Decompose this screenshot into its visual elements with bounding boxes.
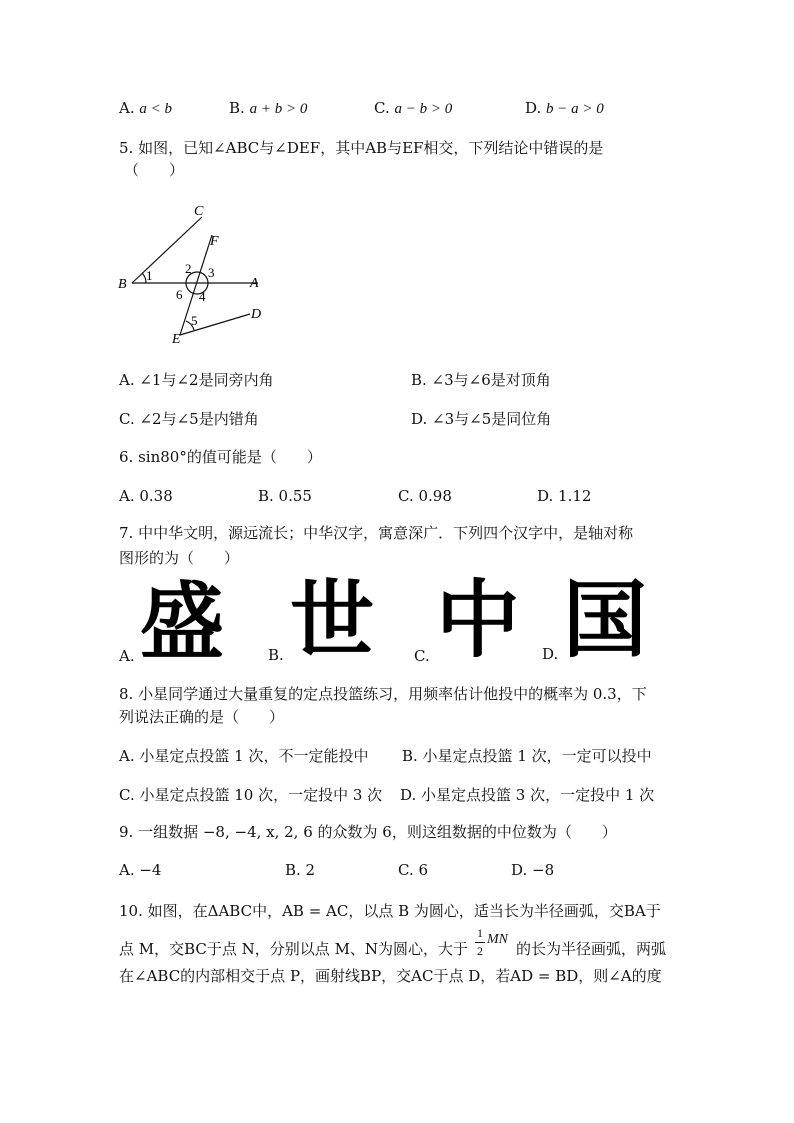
q5-option-c: C. ∠2与∠5是内错角 xyxy=(119,410,259,428)
q6-option-a: A. 0.38 xyxy=(119,487,173,505)
q10-line1: 10. 如图，在ΔABC中，AB = AC，以点 B 为圆心，适当长为半径画弧，交BA于 xyxy=(119,902,661,920)
label-a: A xyxy=(250,276,259,291)
q7-option-a-label: A. xyxy=(119,647,135,665)
q4-option-d-expr: b − a > 0 xyxy=(546,101,604,117)
label-angle-5: 5 xyxy=(191,313,198,328)
q4-option-b xyxy=(229,98,307,119)
q9-option-b: B. 2 xyxy=(285,861,316,879)
q10-frac-bar xyxy=(475,942,485,943)
q5-stem: 5. 如图，已知∠ABC与∠DEF，其中AB与EF相交，下列结论中错误的是 xyxy=(119,139,604,157)
q8-stem-line1: 8. 小星同学通过大量重复的定点投篮练习，用频率估计他投中的概率为 0.3，下 xyxy=(119,685,647,703)
q5-option-d: D. ∠3与∠5是同位角 xyxy=(411,410,552,428)
label-b: B xyxy=(118,277,127,292)
q10-line3: 在∠ABC的内部相交于点 P，画射线BP，交AC于点 D，若AD = BD，则∠A的度 xyxy=(119,967,662,985)
q8-option-d: D. 小星定点投篮 3 次，一定投中 1 次 xyxy=(400,786,655,804)
q5-option-a: A. ∠1与∠2是同旁内角 xyxy=(119,371,274,389)
label-angle-2: 2 xyxy=(185,261,192,276)
q7-stem-line1: 7. 中中华文明，源远流长；中华汉字，寓意深广．下列四个汉字中，是轴对称 xyxy=(119,524,634,542)
label-angle-4: 4 xyxy=(199,289,206,304)
label-f: F xyxy=(210,234,219,249)
q9-option-a: A. −4 xyxy=(119,861,162,879)
q10-line2a: 点 M，交BC于点 N，分别以点 M、N为圆心，大于 xyxy=(119,940,469,958)
label-d: D xyxy=(251,307,262,322)
q4-option-d-label: D. xyxy=(525,99,542,117)
q8-stem-line2: 列说法正确的是（ ） xyxy=(119,708,285,726)
label-e: E xyxy=(172,332,181,347)
q7-option-d-label: D. xyxy=(542,645,559,663)
q7-char-guo: 国 xyxy=(563,571,648,669)
q8-option-b: B. 小星定点投篮 1 次，一定可以投中 xyxy=(402,747,652,765)
q7-char-shi: 世 xyxy=(290,571,375,669)
q4-option-a-label: A. xyxy=(119,99,135,117)
q4-option-c xyxy=(374,98,452,119)
q5-figure xyxy=(110,195,280,350)
q6-option-b: B. 0.55 xyxy=(258,487,312,505)
label-c: C xyxy=(194,204,204,219)
q4-option-b-expr: a + b > 0 xyxy=(249,101,308,117)
q7-stem-line2: 图形的为（ ） xyxy=(119,549,240,567)
q6-option-c: C. 0.98 xyxy=(398,487,452,505)
q9-option-d: D. −8 xyxy=(511,861,555,879)
q9-stem: 9. 一组数据 −8, −4, x, 2, 6 的众数为 6，则这组数据的中位数为（ ） xyxy=(119,823,617,841)
q4-option-a xyxy=(119,98,172,119)
q4-option-b-label: B. xyxy=(229,99,245,117)
q9-option-c: C. 6 xyxy=(398,861,429,879)
q6-option-d: D. 1.12 xyxy=(537,487,592,505)
q10-frac-denominator: 2 xyxy=(477,944,483,958)
q7-option-c-label: C. xyxy=(414,647,430,665)
q10-frac-tail: MN xyxy=(487,932,508,947)
q7-char-zhong: 中 xyxy=(436,571,521,669)
q5-option-b: B. ∠3与∠6是对顶角 xyxy=(411,371,551,389)
q6-stem: 6. sin80°的值可能是（ ） xyxy=(119,448,322,466)
q10-frac-numerator: 1 xyxy=(477,926,483,940)
label-angle-1: 1 xyxy=(146,268,153,283)
q8-option-a: A. 小星定点投篮 1 次，不一定能投中 xyxy=(119,747,369,765)
label-angle-3: 3 xyxy=(208,265,215,280)
q7-char-sheng: 盛 xyxy=(140,573,225,671)
q4-option-c-label: C. xyxy=(374,99,390,117)
q10-line2b: 的长为半径画弧，两弧 xyxy=(516,940,667,958)
q4-option-d xyxy=(525,98,604,119)
q4-option-c-expr: a − b > 0 xyxy=(394,101,453,117)
q4-option-a-expr: a < b xyxy=(139,101,173,117)
q8-option-c: C. 小星定点投篮 10 次，一定投中 3 次 xyxy=(119,786,383,804)
label-angle-6: 6 xyxy=(176,287,183,302)
q7-option-b-label: B. xyxy=(268,646,284,664)
q5-paren: （ ） xyxy=(124,161,185,179)
